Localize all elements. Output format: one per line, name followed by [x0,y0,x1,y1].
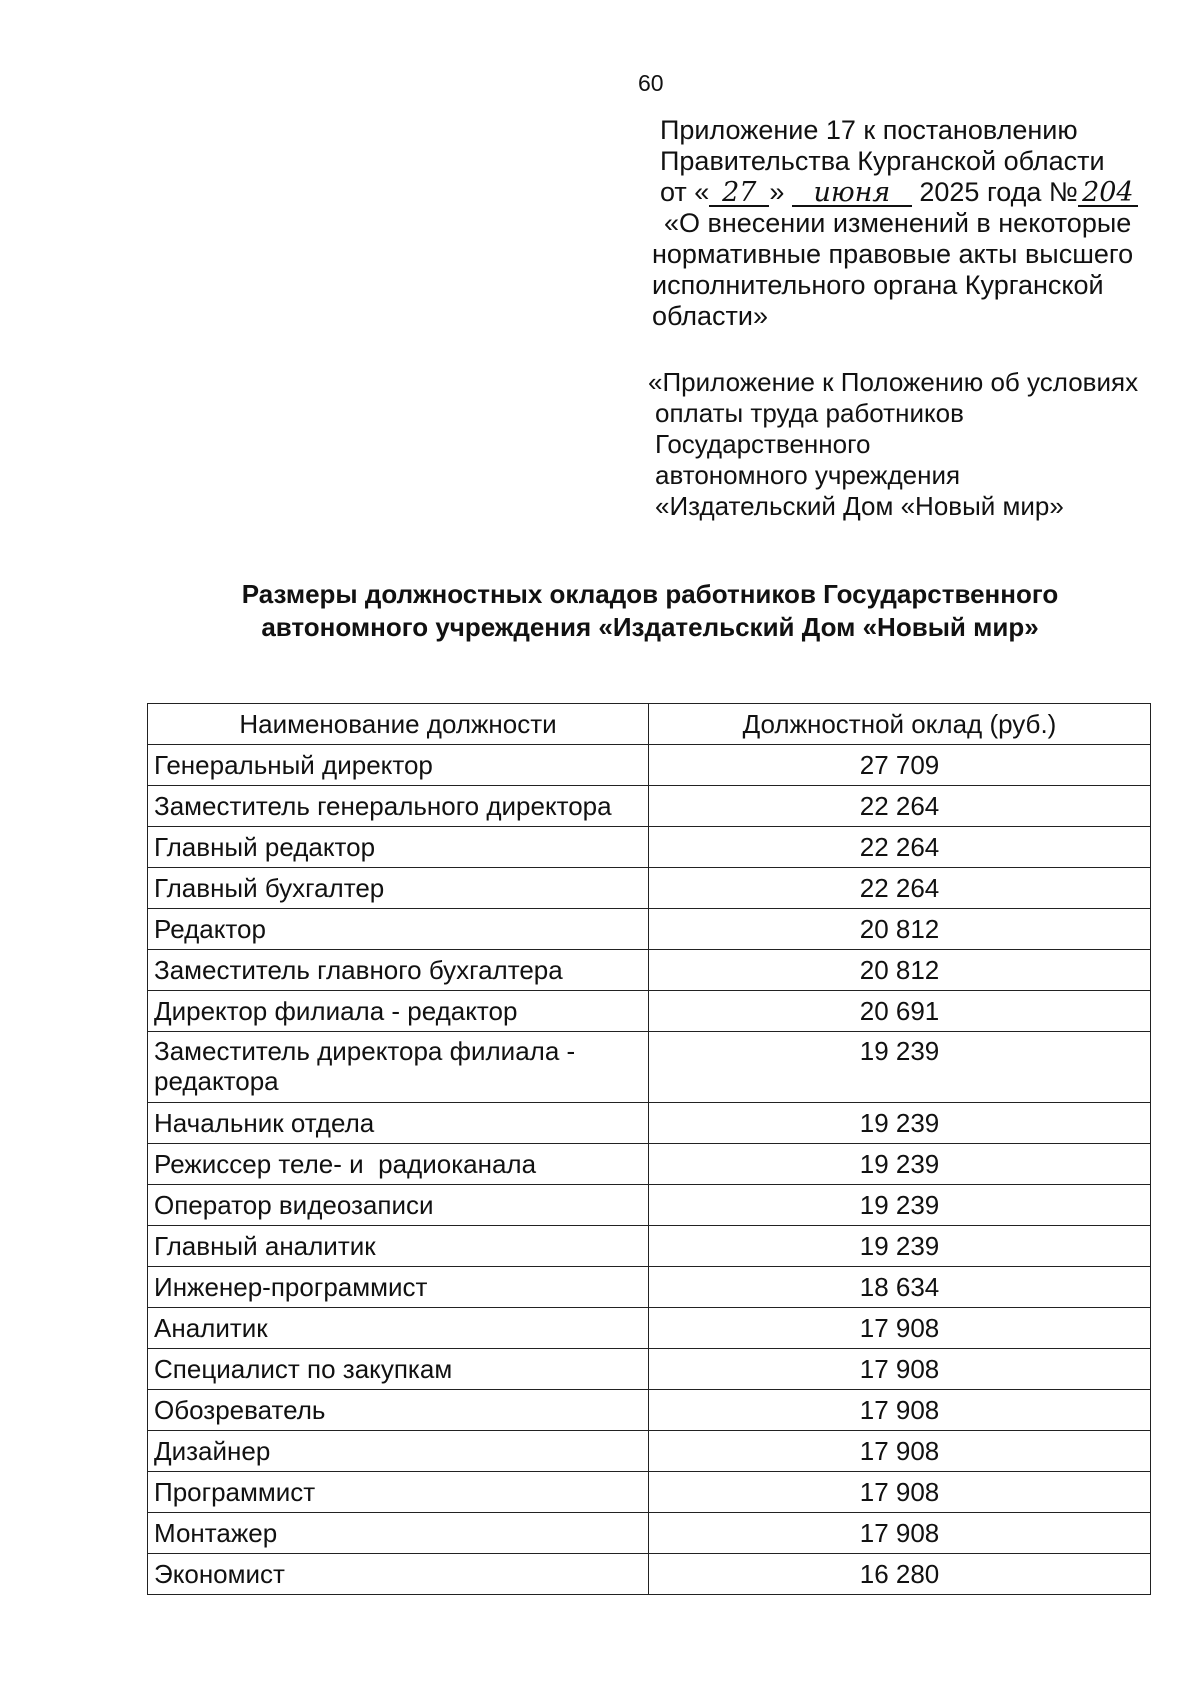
table-row [148,1226,1151,1267]
position-name [148,1032,649,1103]
table-row [148,1390,1151,1431]
table-row [148,1185,1151,1226]
table-row [148,1554,1151,1595]
position-name: Главный редактор [148,827,649,868]
position-name: Начальник отдела [148,1103,649,1144]
annex-line-1: «Приложение к Положению об условиях [648,367,1139,397]
appendix-line-1: Приложение 17 к постановлению [660,115,1078,145]
position-name: Аналитик [148,1308,649,1349]
table-row [148,1267,1151,1308]
position-name: Инженер-программист [148,1267,649,1308]
document-title [150,578,1150,644]
table-row [148,1308,1151,1349]
position-name: Экономист [148,1554,649,1595]
salary-value: 19 239 [649,1103,1151,1144]
title-line-1: Размеры должностных окладов работников Государственного [241,579,1059,609]
position-name: Обозреватель [148,1390,649,1431]
position-name: Оператор видеозаписи [148,1185,649,1226]
table-row [148,909,1151,950]
handwritten-doc-number: 204 [1078,181,1138,207]
salary-value: 19 239 [649,1185,1151,1226]
position-name: Главный бухгалтер [148,868,649,909]
table-row [148,868,1151,909]
table-row [148,1472,1151,1513]
table-row [148,1103,1151,1144]
appendix-line-7: области» [652,301,769,331]
table-row [148,1032,1151,1103]
table-header-row [148,704,1151,745]
salary-value: 17 908 [649,1472,1151,1513]
position-name-line-1: Заместитель директора филиала - [154,1036,576,1066]
handwritten-day: 27 [709,181,769,207]
date-mid: » [769,177,785,207]
position-name: Заместитель генерального директора [148,786,649,827]
annex-header [648,367,1138,522]
appendix-header [652,115,1138,332]
annex-line-4: автономного учреждения [655,460,961,490]
salary-value: 20 812 [649,909,1151,950]
title-line-2: автономного учреждения «Издательский Дом «Новый мир» [261,612,1039,642]
table-row [148,745,1151,786]
salary-value: 19 239 [649,1226,1151,1267]
salary-value: 27 709 [649,745,1151,786]
salary-value: 17 908 [649,1349,1151,1390]
handwritten-month: июня [792,181,912,207]
position-name-line-2: редактора [154,1066,279,1096]
page-number: 60 [638,70,664,96]
position-name: Редактор [148,909,649,950]
salary-value: 22 264 [649,868,1151,909]
salary-value: 22 264 [649,827,1151,868]
position-name: Главный аналитик [148,1226,649,1267]
table-row [148,1513,1151,1554]
salary-value: 22 264 [649,786,1151,827]
salary-value: 17 908 [649,1431,1151,1472]
appendix-line-4: «О внесении изменений в некоторые [664,208,1132,238]
position-name: Генеральный директор [148,745,649,786]
position-name: Специалист по закупкам [148,1349,649,1390]
position-name: Режиссер теле- и радиоканала [148,1144,649,1185]
table-row [148,991,1151,1032]
position-name: Директор филиала - редактор [148,991,649,1032]
position-name: Заместитель главного бухгалтера [148,950,649,991]
appendix-date-line [660,177,1138,208]
header-salary: Должностной оклад (руб.) [649,704,1151,745]
annex-line-2: оплаты труда работников [655,398,964,428]
annex-line-5: «Издательский Дом «Новый мир» [655,491,1064,521]
header-position-name: Наименование должности [148,704,649,745]
salary-value: 16 280 [649,1554,1151,1595]
salary-value: 19 239 [649,1032,1151,1103]
table-row [148,1349,1151,1390]
date-prefix: от « [660,177,710,207]
table-row [148,1144,1151,1185]
table-row [148,1431,1151,1472]
salary-value: 20 691 [649,991,1151,1032]
salary-value: 17 908 [649,1513,1151,1554]
salary-value: 17 908 [649,1390,1151,1431]
appendix-line-5: нормативные правовые акты высшего [652,239,1134,269]
date-year: 2025 года № [919,177,1078,207]
position-name: Монтажер [148,1513,649,1554]
salary-value: 18 634 [649,1267,1151,1308]
salary-table [147,703,1151,1595]
salary-value: 17 908 [649,1308,1151,1349]
salary-value: 19 239 [649,1144,1151,1185]
position-name: Программист [148,1472,649,1513]
appendix-line-6: исполнительного органа Курганской [652,270,1104,300]
appendix-line-2: Правительства Курганской области [660,146,1105,176]
annex-line-3: Государственного [655,429,871,459]
position-name: Дизайнер [148,1431,649,1472]
table-row [148,950,1151,991]
salary-value: 20 812 [649,950,1151,991]
table-row [148,827,1151,868]
table-row [148,786,1151,827]
